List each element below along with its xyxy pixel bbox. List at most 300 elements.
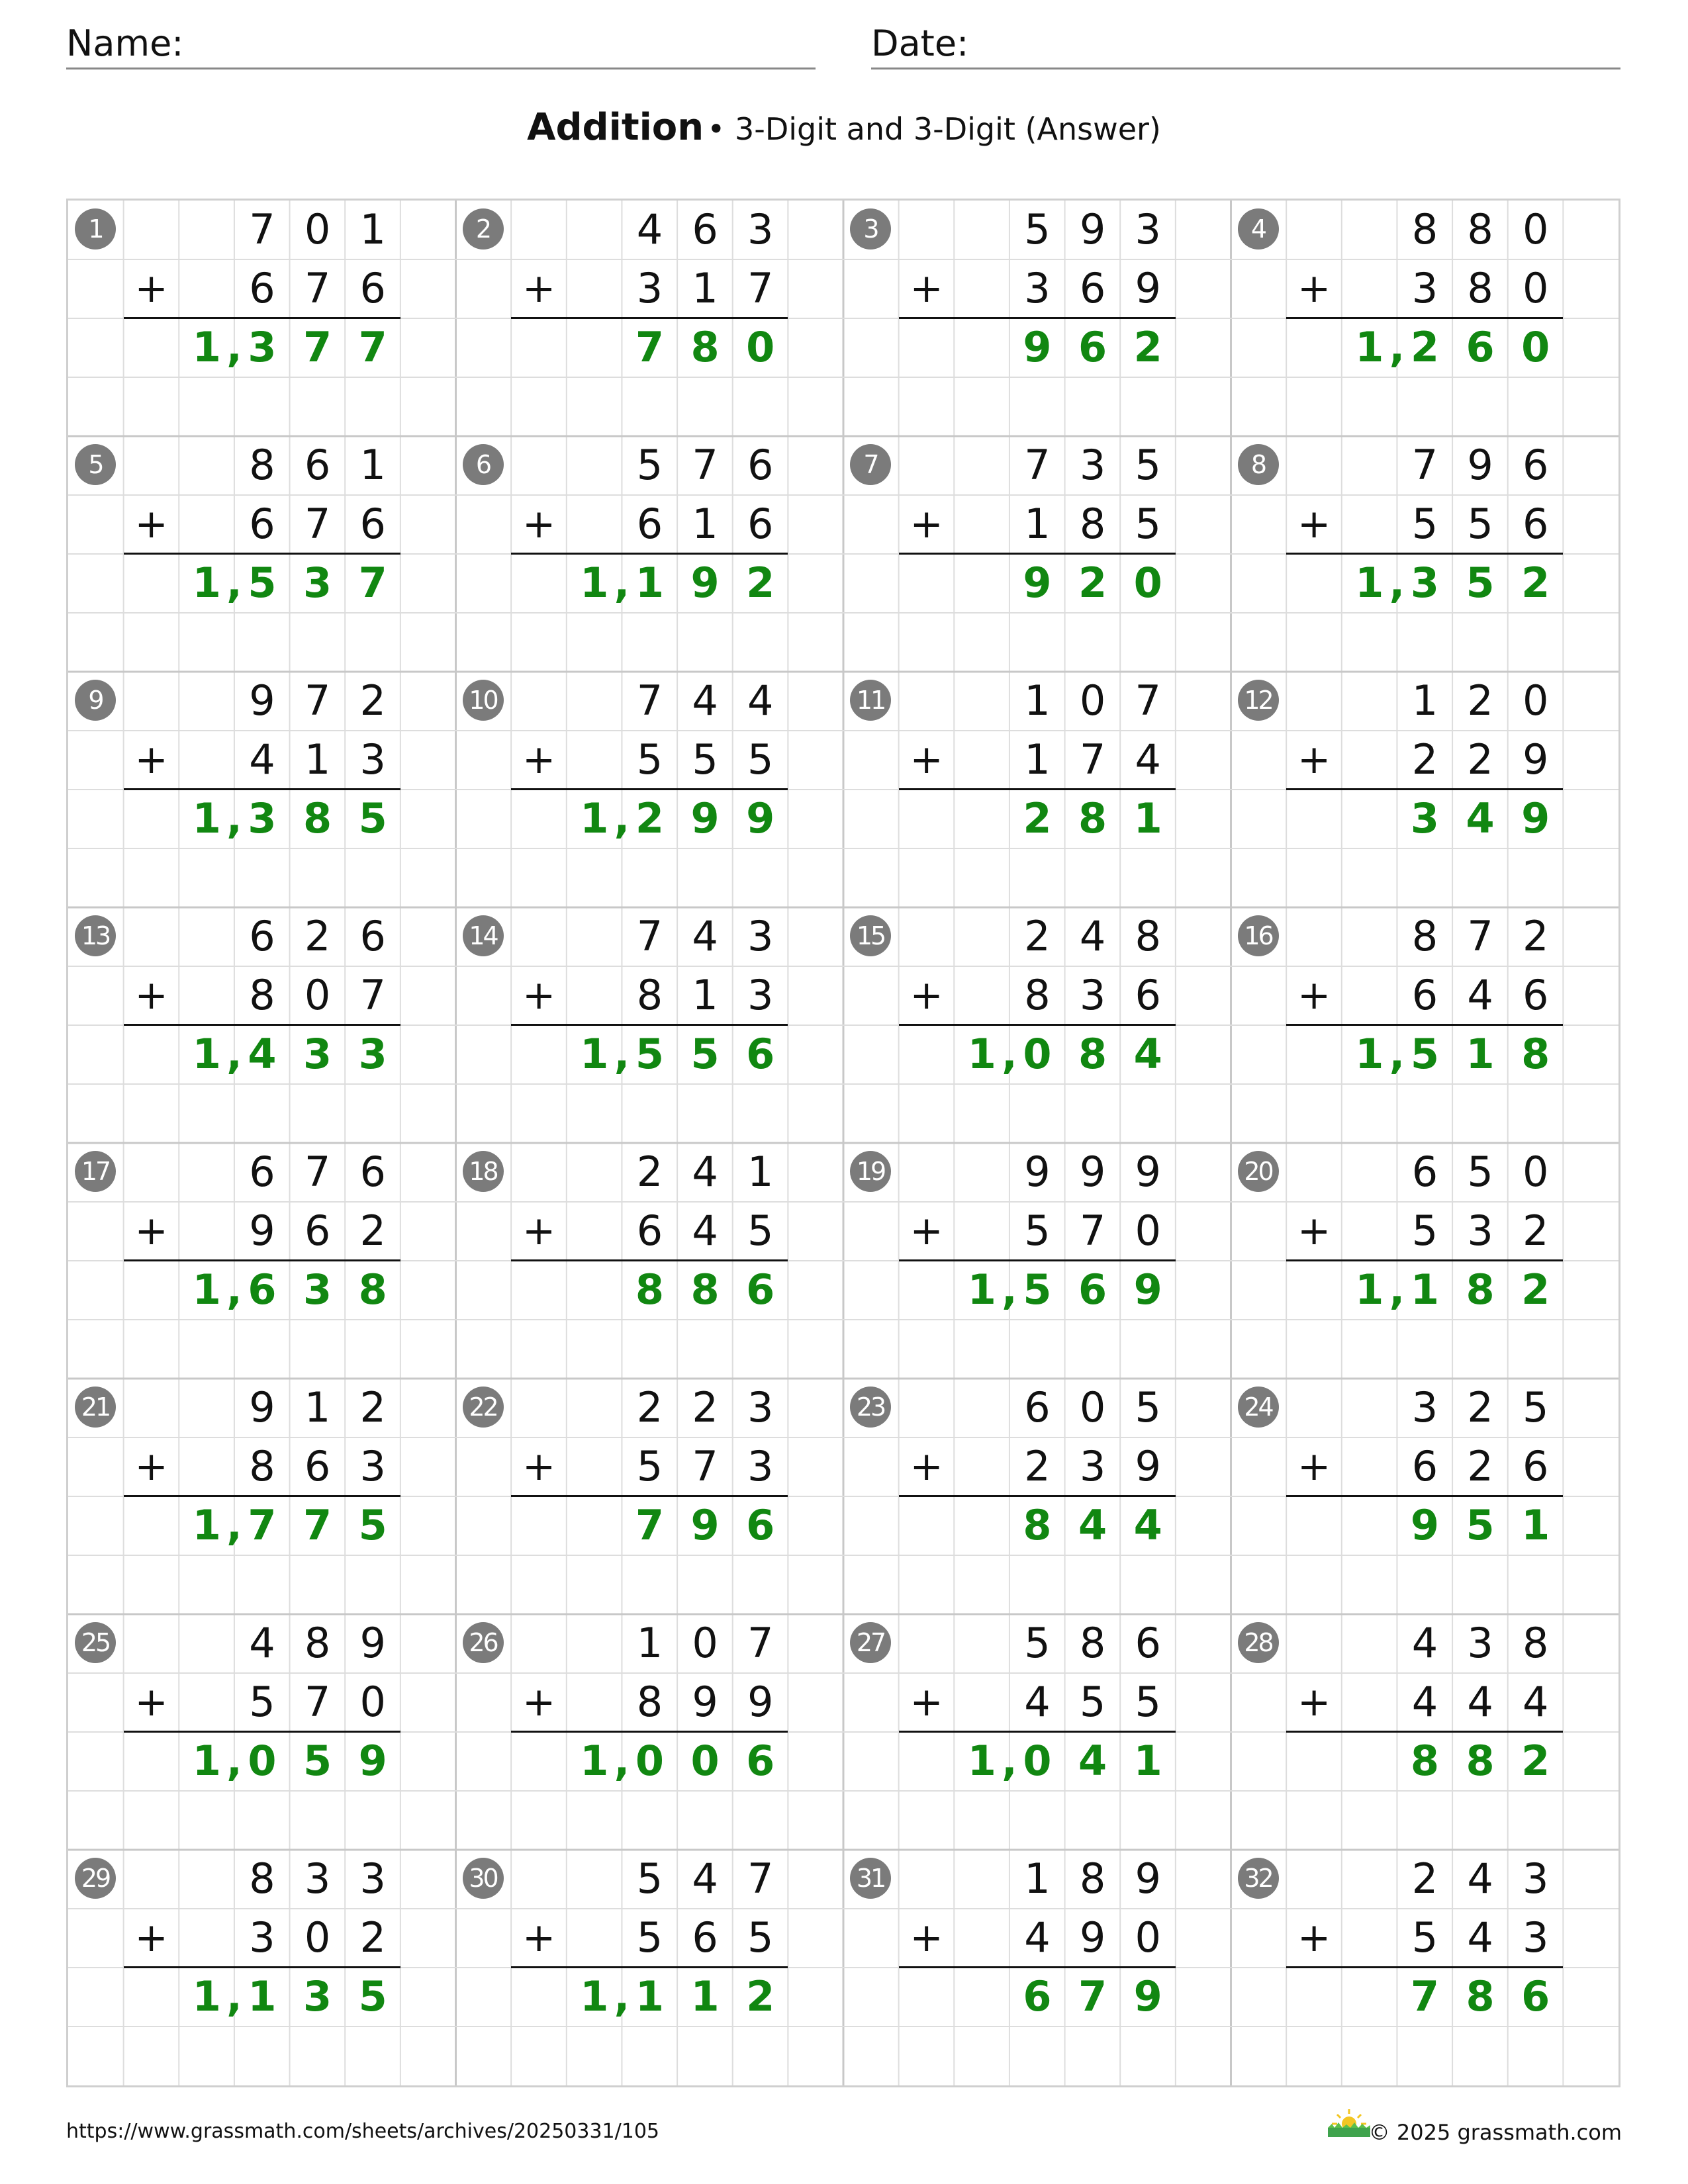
- plus-sign: +: [134, 265, 168, 312]
- answer-digit: 8: [303, 794, 332, 842]
- date-label: Date:: [871, 23, 969, 64]
- plus-sign: +: [910, 972, 943, 1019]
- plus-sign: +: [522, 1679, 556, 1725]
- answer-comma: ,: [1389, 559, 1405, 607]
- plus-sign: +: [134, 1679, 168, 1725]
- bottom-addend-digit: 4: [249, 735, 275, 784]
- answer-digit: 6: [1078, 323, 1107, 371]
- plus-sign: +: [1297, 501, 1331, 547]
- answer-digit: 2: [746, 559, 775, 607]
- bottom-addend-digit: 0: [304, 1913, 331, 1962]
- answer-digit: 6: [1521, 1972, 1550, 2021]
- top-addend-digit: 0: [1522, 676, 1549, 725]
- bottom-addend-digit: 4: [692, 1206, 718, 1255]
- bottom-addend-digit: 7: [304, 264, 331, 312]
- plus-sign: +: [910, 1208, 943, 1254]
- problem-number-badge: 6: [463, 444, 504, 485]
- answer-digit: 1: [1355, 323, 1384, 371]
- top-addend-digit: 8: [1411, 912, 1438, 960]
- plus-sign: +: [910, 737, 943, 783]
- problem-number-badge: 7: [850, 444, 891, 485]
- bottom-addend-digit: 9: [1135, 264, 1161, 312]
- top-addend-digit: 2: [1411, 1854, 1438, 1903]
- top-addend-digit: 7: [249, 205, 275, 253]
- answer-digit: 4: [1133, 1030, 1162, 1078]
- bottom-addend-digit: 4: [1024, 1913, 1051, 1962]
- top-addend-digit: 7: [747, 1619, 774, 1667]
- bottom-addend-digit: 5: [1411, 1206, 1438, 1255]
- answer-digit: 6: [746, 1737, 775, 1785]
- top-addend-digit: 7: [636, 912, 663, 960]
- problem-number-badge: 32: [1238, 1858, 1279, 1899]
- bottom-addend-digit: 3: [359, 1442, 386, 1490]
- answer-digit: 2: [1133, 323, 1162, 371]
- problem-number-badge: 18: [463, 1151, 504, 1192]
- bottom-addend-digit: 6: [359, 500, 386, 548]
- answer-digit: 6: [1078, 1265, 1107, 1314]
- top-addend-digit: 2: [636, 1383, 663, 1432]
- top-addend-digit: 8: [1411, 205, 1438, 253]
- answer-digit: 9: [746, 794, 775, 842]
- plus-sign: +: [522, 1208, 556, 1254]
- problem-number-badge: 12: [1238, 680, 1279, 721]
- problem-number-badge: 31: [850, 1858, 891, 1899]
- answer-digit: 1: [192, 559, 221, 607]
- answer-comma: ,: [1002, 1265, 1017, 1314]
- top-addend-digit: 3: [1135, 205, 1161, 253]
- answer-digit: 7: [358, 559, 387, 607]
- answer-digit: 1: [1355, 1265, 1384, 1314]
- top-addend-digit: 5: [1135, 1383, 1161, 1432]
- bottom-addend-digit: 6: [1522, 1442, 1549, 1490]
- bottom-addend-digit: 1: [1024, 500, 1051, 548]
- bottom-addend-digit: 8: [636, 971, 663, 1019]
- answer-digit: 2: [1023, 794, 1052, 842]
- answer-comma: ,: [614, 794, 630, 842]
- answer-digit: 1: [580, 794, 609, 842]
- bottom-addend-digit: 2: [359, 1206, 386, 1255]
- bottom-addend-digit: 5: [747, 1913, 774, 1962]
- problem-number-badge: 11: [850, 680, 891, 721]
- plus-sign: +: [522, 1443, 556, 1490]
- bottom-addend-digit: 7: [304, 1678, 331, 1726]
- answer-digit: 2: [1521, 1737, 1550, 1785]
- plus-sign: +: [134, 501, 168, 547]
- bottom-addend-digit: 6: [1522, 500, 1549, 548]
- answer-digit: 7: [635, 1501, 664, 1549]
- date-field[interactable]: [871, 20, 1620, 69]
- top-addend-digit: 3: [1522, 1854, 1549, 1903]
- answer-digit: 9: [690, 794, 720, 842]
- bottom-addend-digit: 5: [249, 1678, 275, 1726]
- problem-number-badge: 26: [463, 1622, 504, 1663]
- top-addend-digit: 2: [359, 676, 386, 725]
- bottom-addend-digit: 6: [249, 500, 275, 548]
- top-addend-digit: 9: [1079, 205, 1106, 253]
- plus-sign: +: [1297, 1443, 1331, 1490]
- bottom-addend-digit: 6: [359, 264, 386, 312]
- plus-sign: +: [134, 1443, 168, 1490]
- problem-number-badge: 25: [75, 1622, 116, 1663]
- problem-number-badge: 21: [75, 1387, 116, 1428]
- answer-digit: 9: [1133, 1972, 1162, 2021]
- problem-number-badge: 28: [1238, 1622, 1279, 1663]
- bottom-addend-digit: 4: [1522, 1678, 1549, 1726]
- bottom-addend-digit: 9: [1135, 1442, 1161, 1490]
- answer-digit: 9: [1023, 559, 1052, 607]
- answer-digit: 3: [303, 559, 332, 607]
- answer-comma: ,: [226, 1265, 242, 1314]
- answer-digit: 8: [1466, 1972, 1495, 2021]
- answer-digit: 1: [635, 1972, 664, 2021]
- top-addend-digit: 6: [249, 1148, 275, 1196]
- bottom-addend-digit: 6: [304, 1442, 331, 1490]
- top-addend-digit: 2: [1467, 676, 1493, 725]
- top-addend-digit: 7: [1024, 441, 1051, 489]
- top-addend-digit: 6: [1024, 1383, 1051, 1432]
- answer-digit: 1: [580, 1030, 609, 1078]
- answer-digit: 4: [248, 1030, 277, 1078]
- bottom-addend-digit: 5: [636, 735, 663, 784]
- bottom-addend-digit: 5: [1024, 1206, 1051, 1255]
- top-addend-digit: 8: [1522, 1619, 1549, 1667]
- answer-digit: 1: [580, 1737, 609, 1785]
- bottom-addend-digit: 6: [1079, 264, 1106, 312]
- plus-sign: +: [1297, 737, 1331, 783]
- top-addend-digit: 6: [1135, 1619, 1161, 1667]
- top-addend-digit: 1: [359, 441, 386, 489]
- problem-number-badge: 13: [75, 915, 116, 956]
- answer-comma: ,: [226, 323, 242, 371]
- answer-digit: 6: [746, 1030, 775, 1078]
- answer-digit: 4: [1133, 1501, 1162, 1549]
- bottom-addend-digit: 5: [1079, 1678, 1106, 1726]
- bottom-addend-digit: 5: [747, 1206, 774, 1255]
- answer-digit: 1: [192, 1737, 221, 1785]
- answer-digit: 1: [967, 1265, 996, 1314]
- bottom-addend-digit: 7: [1079, 1206, 1106, 1255]
- bottom-addend-digit: 3: [1079, 1442, 1106, 1490]
- top-addend-digit: 0: [1522, 1148, 1549, 1196]
- top-addend-digit: 4: [692, 912, 718, 960]
- worksheet-title: [0, 106, 1688, 149]
- bottom-addend-digit: 5: [1411, 500, 1438, 548]
- top-addend-digit: 4: [1467, 1854, 1493, 1903]
- bottom-addend-digit: 3: [747, 971, 774, 1019]
- top-addend-digit: 7: [304, 676, 331, 725]
- top-addend-digit: 3: [747, 912, 774, 960]
- plus-sign: +: [1297, 972, 1331, 1019]
- top-addend-digit: 6: [692, 205, 718, 253]
- answer-digit: 9: [1410, 1501, 1439, 1549]
- answer-comma: ,: [614, 559, 630, 607]
- answer-digit: 8: [1521, 1030, 1550, 1078]
- top-addend-digit: 6: [304, 441, 331, 489]
- top-addend-digit: 0: [304, 205, 331, 253]
- problem-number-badge: 2: [463, 208, 504, 250]
- answer-digit: 8: [635, 1265, 664, 1314]
- answer-digit: 1: [635, 559, 664, 607]
- answer-digit: 8: [358, 1265, 387, 1314]
- top-addend-digit: 3: [1411, 1383, 1438, 1432]
- answer-digit: 6: [1023, 1972, 1052, 2021]
- top-addend-digit: 8: [249, 1854, 275, 1903]
- bottom-addend-digit: 6: [1411, 1442, 1438, 1490]
- plus-sign: +: [134, 972, 168, 1019]
- top-addend-digit: 7: [304, 1148, 331, 1196]
- bottom-addend-digit: 8: [1024, 971, 1051, 1019]
- bottom-addend-digit: 6: [692, 1913, 718, 1962]
- problem-number-badge: 8: [1238, 444, 1279, 485]
- top-addend-digit: 2: [692, 1383, 718, 1432]
- top-addend-digit: 2: [304, 912, 331, 960]
- answer-digit: 2: [1521, 1265, 1550, 1314]
- problem-number-badge: 1: [75, 208, 116, 250]
- bottom-addend-digit: 9: [1522, 735, 1549, 784]
- top-addend-digit: 9: [1079, 1148, 1106, 1196]
- bottom-addend-digit: 3: [1411, 264, 1438, 312]
- bottom-addend-digit: 4: [1411, 1678, 1438, 1726]
- answer-comma: ,: [226, 1030, 242, 1078]
- plus-sign: +: [134, 737, 168, 783]
- answer-comma: ,: [1389, 323, 1405, 371]
- top-addend-digit: 3: [1467, 1619, 1493, 1667]
- answer-comma: ,: [226, 794, 242, 842]
- answer-digit: 1: [1355, 1030, 1384, 1078]
- title-main: Addition: [527, 106, 704, 149]
- name-label: Name:: [66, 23, 184, 64]
- problem-number-badge: 15: [850, 915, 891, 956]
- answer-digit: 2: [1078, 559, 1107, 607]
- problem-number-badge: 17: [75, 1151, 116, 1192]
- answer-digit: 5: [358, 1972, 387, 2021]
- answer-digit: 1: [248, 1972, 277, 2021]
- bottom-addend-digit: 1: [304, 735, 331, 784]
- top-addend-digit: 9: [249, 1383, 275, 1432]
- answer-digit: 7: [358, 323, 387, 371]
- top-addend-digit: 1: [636, 1619, 663, 1667]
- answer-digit: 8: [1078, 794, 1107, 842]
- plus-sign: +: [522, 265, 556, 312]
- answer-digit: 0: [1521, 323, 1550, 371]
- bottom-addend-digit: 0: [1135, 1913, 1161, 1962]
- problem-number-badge: 27: [850, 1622, 891, 1663]
- answer-digit: 0: [1133, 559, 1162, 607]
- bottom-addend-digit: 3: [249, 1913, 275, 1962]
- bottom-addend-digit: 3: [636, 264, 663, 312]
- top-addend-digit: 0: [1079, 676, 1106, 725]
- top-addend-digit: 1: [1411, 676, 1438, 725]
- answer-digit: 7: [303, 323, 332, 371]
- plus-sign: +: [522, 972, 556, 1019]
- top-addend-digit: 9: [1135, 1854, 1161, 1903]
- bottom-addend-digit: 6: [304, 1206, 331, 1255]
- answer-digit: 1: [1410, 1265, 1439, 1314]
- answer-comma: ,: [614, 1972, 630, 2021]
- answer-comma: ,: [1389, 1030, 1405, 1078]
- bottom-addend-digit: 2: [359, 1913, 386, 1962]
- answer-digit: 1: [580, 559, 609, 607]
- bottom-addend-digit: 3: [1522, 1913, 1549, 1962]
- top-addend-digit: 9: [359, 1619, 386, 1667]
- top-addend-digit: 1: [747, 1148, 774, 1196]
- plus-sign: +: [910, 1443, 943, 1490]
- top-addend-digit: 1: [1024, 676, 1051, 725]
- answer-digit: 0: [690, 1737, 720, 1785]
- answer-comma: ,: [226, 1501, 242, 1549]
- answer-digit: 1: [580, 1972, 609, 2021]
- answer-digit: 9: [690, 559, 720, 607]
- answer-digit: 1: [1133, 1737, 1162, 1785]
- bottom-addend-digit: 9: [249, 1206, 275, 1255]
- answer-digit: 8: [1078, 1030, 1107, 1078]
- top-addend-digit: 8: [249, 441, 275, 489]
- top-addend-digit: 1: [1024, 1854, 1051, 1903]
- plus-sign: +: [1297, 1679, 1331, 1725]
- answer-digit: 0: [635, 1737, 664, 1785]
- answer-digit: 5: [1466, 1501, 1495, 1549]
- bottom-addend-digit: 6: [249, 264, 275, 312]
- answer-digit: 3: [248, 794, 277, 842]
- answer-digit: 8: [1023, 1501, 1052, 1549]
- answer-digit: 1: [967, 1030, 996, 1078]
- top-addend-digit: 2: [1467, 1383, 1493, 1432]
- top-addend-digit: 4: [692, 1148, 718, 1196]
- answer-digit: 2: [1521, 559, 1550, 607]
- answer-digit: 2: [746, 1972, 775, 2021]
- top-addend-digit: 3: [304, 1854, 331, 1903]
- bottom-addend-digit: 7: [747, 264, 774, 312]
- bottom-addend-digit: 4: [1135, 735, 1161, 784]
- answer-digit: 9: [1133, 1265, 1162, 1314]
- answer-digit: 4: [1466, 794, 1495, 842]
- answer-comma: ,: [1002, 1030, 1017, 1078]
- answer-digit: 0: [1023, 1737, 1052, 1785]
- bottom-addend-digit: 6: [1135, 971, 1161, 1019]
- bottom-addend-digit: 7: [692, 1442, 718, 1490]
- bottom-addend-digit: 2: [1467, 735, 1493, 784]
- bottom-addend-digit: 8: [1467, 264, 1493, 312]
- name-field[interactable]: [66, 20, 816, 69]
- answer-digit: 3: [303, 1972, 332, 2021]
- answer-digit: 5: [1410, 1030, 1439, 1078]
- answer-digit: 5: [358, 794, 387, 842]
- plus-sign: +: [910, 1915, 943, 1961]
- top-addend-digit: 3: [747, 1383, 774, 1432]
- bottom-addend-digit: 8: [249, 1442, 275, 1490]
- bottom-addend-digit: 9: [1079, 1913, 1106, 1962]
- bottom-addend-digit: 0: [359, 1678, 386, 1726]
- top-addend-digit: 1: [304, 1383, 331, 1432]
- problem-number-badge: 19: [850, 1151, 891, 1192]
- answer-digit: 1: [192, 1265, 221, 1314]
- answer-comma: ,: [226, 1972, 242, 2021]
- top-addend-digit: 6: [1411, 1148, 1438, 1196]
- top-addend-digit: 6: [359, 1148, 386, 1196]
- top-addend-digit: 6: [359, 912, 386, 960]
- answer-digit: 5: [690, 1030, 720, 1078]
- top-addend-digit: 3: [747, 205, 774, 253]
- answer-digit: 1: [1355, 559, 1384, 607]
- answer-digit: 3: [248, 323, 277, 371]
- answer-digit: 6: [248, 1265, 277, 1314]
- answer-digit: 8: [690, 1265, 720, 1314]
- answer-digit: 1: [192, 1501, 221, 1549]
- answer-comma: ,: [1389, 1265, 1405, 1314]
- answer-digit: 1: [1133, 794, 1162, 842]
- bottom-addend-digit: 1: [1024, 735, 1051, 784]
- bottom-addend-digit: 0: [1135, 1206, 1161, 1255]
- problem-number-badge: 4: [1238, 208, 1279, 250]
- answer-digit: 8: [690, 323, 720, 371]
- top-addend-digit: 6: [1522, 441, 1549, 489]
- bottom-addend-digit: 0: [304, 971, 331, 1019]
- bottom-addend-digit: 3: [1079, 971, 1106, 1019]
- bottom-addend-digit: 6: [747, 500, 774, 548]
- plus-sign: +: [910, 265, 943, 312]
- top-addend-digit: 9: [249, 676, 275, 725]
- top-addend-digit: 6: [747, 441, 774, 489]
- answer-digit: 2: [635, 794, 664, 842]
- bottom-addend-digit: 3: [747, 1442, 774, 1490]
- answer-digit: 6: [746, 1265, 775, 1314]
- answer-digit: 9: [1521, 794, 1550, 842]
- answer-digit: 7: [303, 1501, 332, 1549]
- bottom-addend-digit: 5: [692, 735, 718, 784]
- answer-digit: 8: [1466, 1737, 1495, 1785]
- top-addend-digit: 4: [692, 1854, 718, 1903]
- answer-digit: 0: [746, 323, 775, 371]
- answer-comma: ,: [1002, 1737, 1017, 1785]
- top-addend-digit: 4: [747, 676, 774, 725]
- bottom-addend-digit: 5: [1135, 1678, 1161, 1726]
- answer-digit: 9: [358, 1737, 387, 1785]
- answer-comma: ,: [226, 559, 242, 607]
- grass-sun-logo-icon: [1325, 2108, 1373, 2138]
- answer-digit: 7: [248, 1501, 277, 1549]
- answer-comma: ,: [226, 1737, 242, 1785]
- bottom-addend-digit: 2: [1024, 1442, 1051, 1490]
- bottom-addend-digit: 4: [1467, 1913, 1493, 1962]
- problem-number-badge: 29: [75, 1858, 116, 1899]
- problem-number-badge: 10: [463, 680, 504, 721]
- answer-comma: ,: [614, 1737, 630, 1785]
- top-addend-digit: 5: [1135, 441, 1161, 489]
- top-addend-digit: 3: [359, 1854, 386, 1903]
- answer-digit: 3: [1410, 794, 1439, 842]
- bottom-addend-digit: 5: [1135, 500, 1161, 548]
- problem-number-badge: 23: [850, 1387, 891, 1428]
- bottom-addend-digit: 5: [636, 1442, 663, 1490]
- problem-number-badge: 30: [463, 1858, 504, 1899]
- bottom-addend-digit: 1: [692, 264, 718, 312]
- top-addend-digit: 5: [636, 441, 663, 489]
- plus-sign: +: [910, 1679, 943, 1725]
- bottom-addend-digit: 4: [1024, 1678, 1051, 1726]
- bottom-addend-digit: 2: [1467, 1442, 1493, 1490]
- top-addend-digit: 6: [249, 912, 275, 960]
- top-addend-digit: 2: [1024, 912, 1051, 960]
- bottom-addend-digit: 8: [1079, 500, 1106, 548]
- answer-digit: 4: [1078, 1737, 1107, 1785]
- answer-digit: 5: [303, 1737, 332, 1785]
- answer-digit: 3: [1410, 559, 1439, 607]
- top-addend-digit: 2: [1522, 912, 1549, 960]
- plus-sign: +: [134, 1915, 168, 1961]
- top-addend-digit: 4: [636, 205, 663, 253]
- problem-number-badge: 3: [850, 208, 891, 250]
- top-addend-digit: 7: [636, 676, 663, 725]
